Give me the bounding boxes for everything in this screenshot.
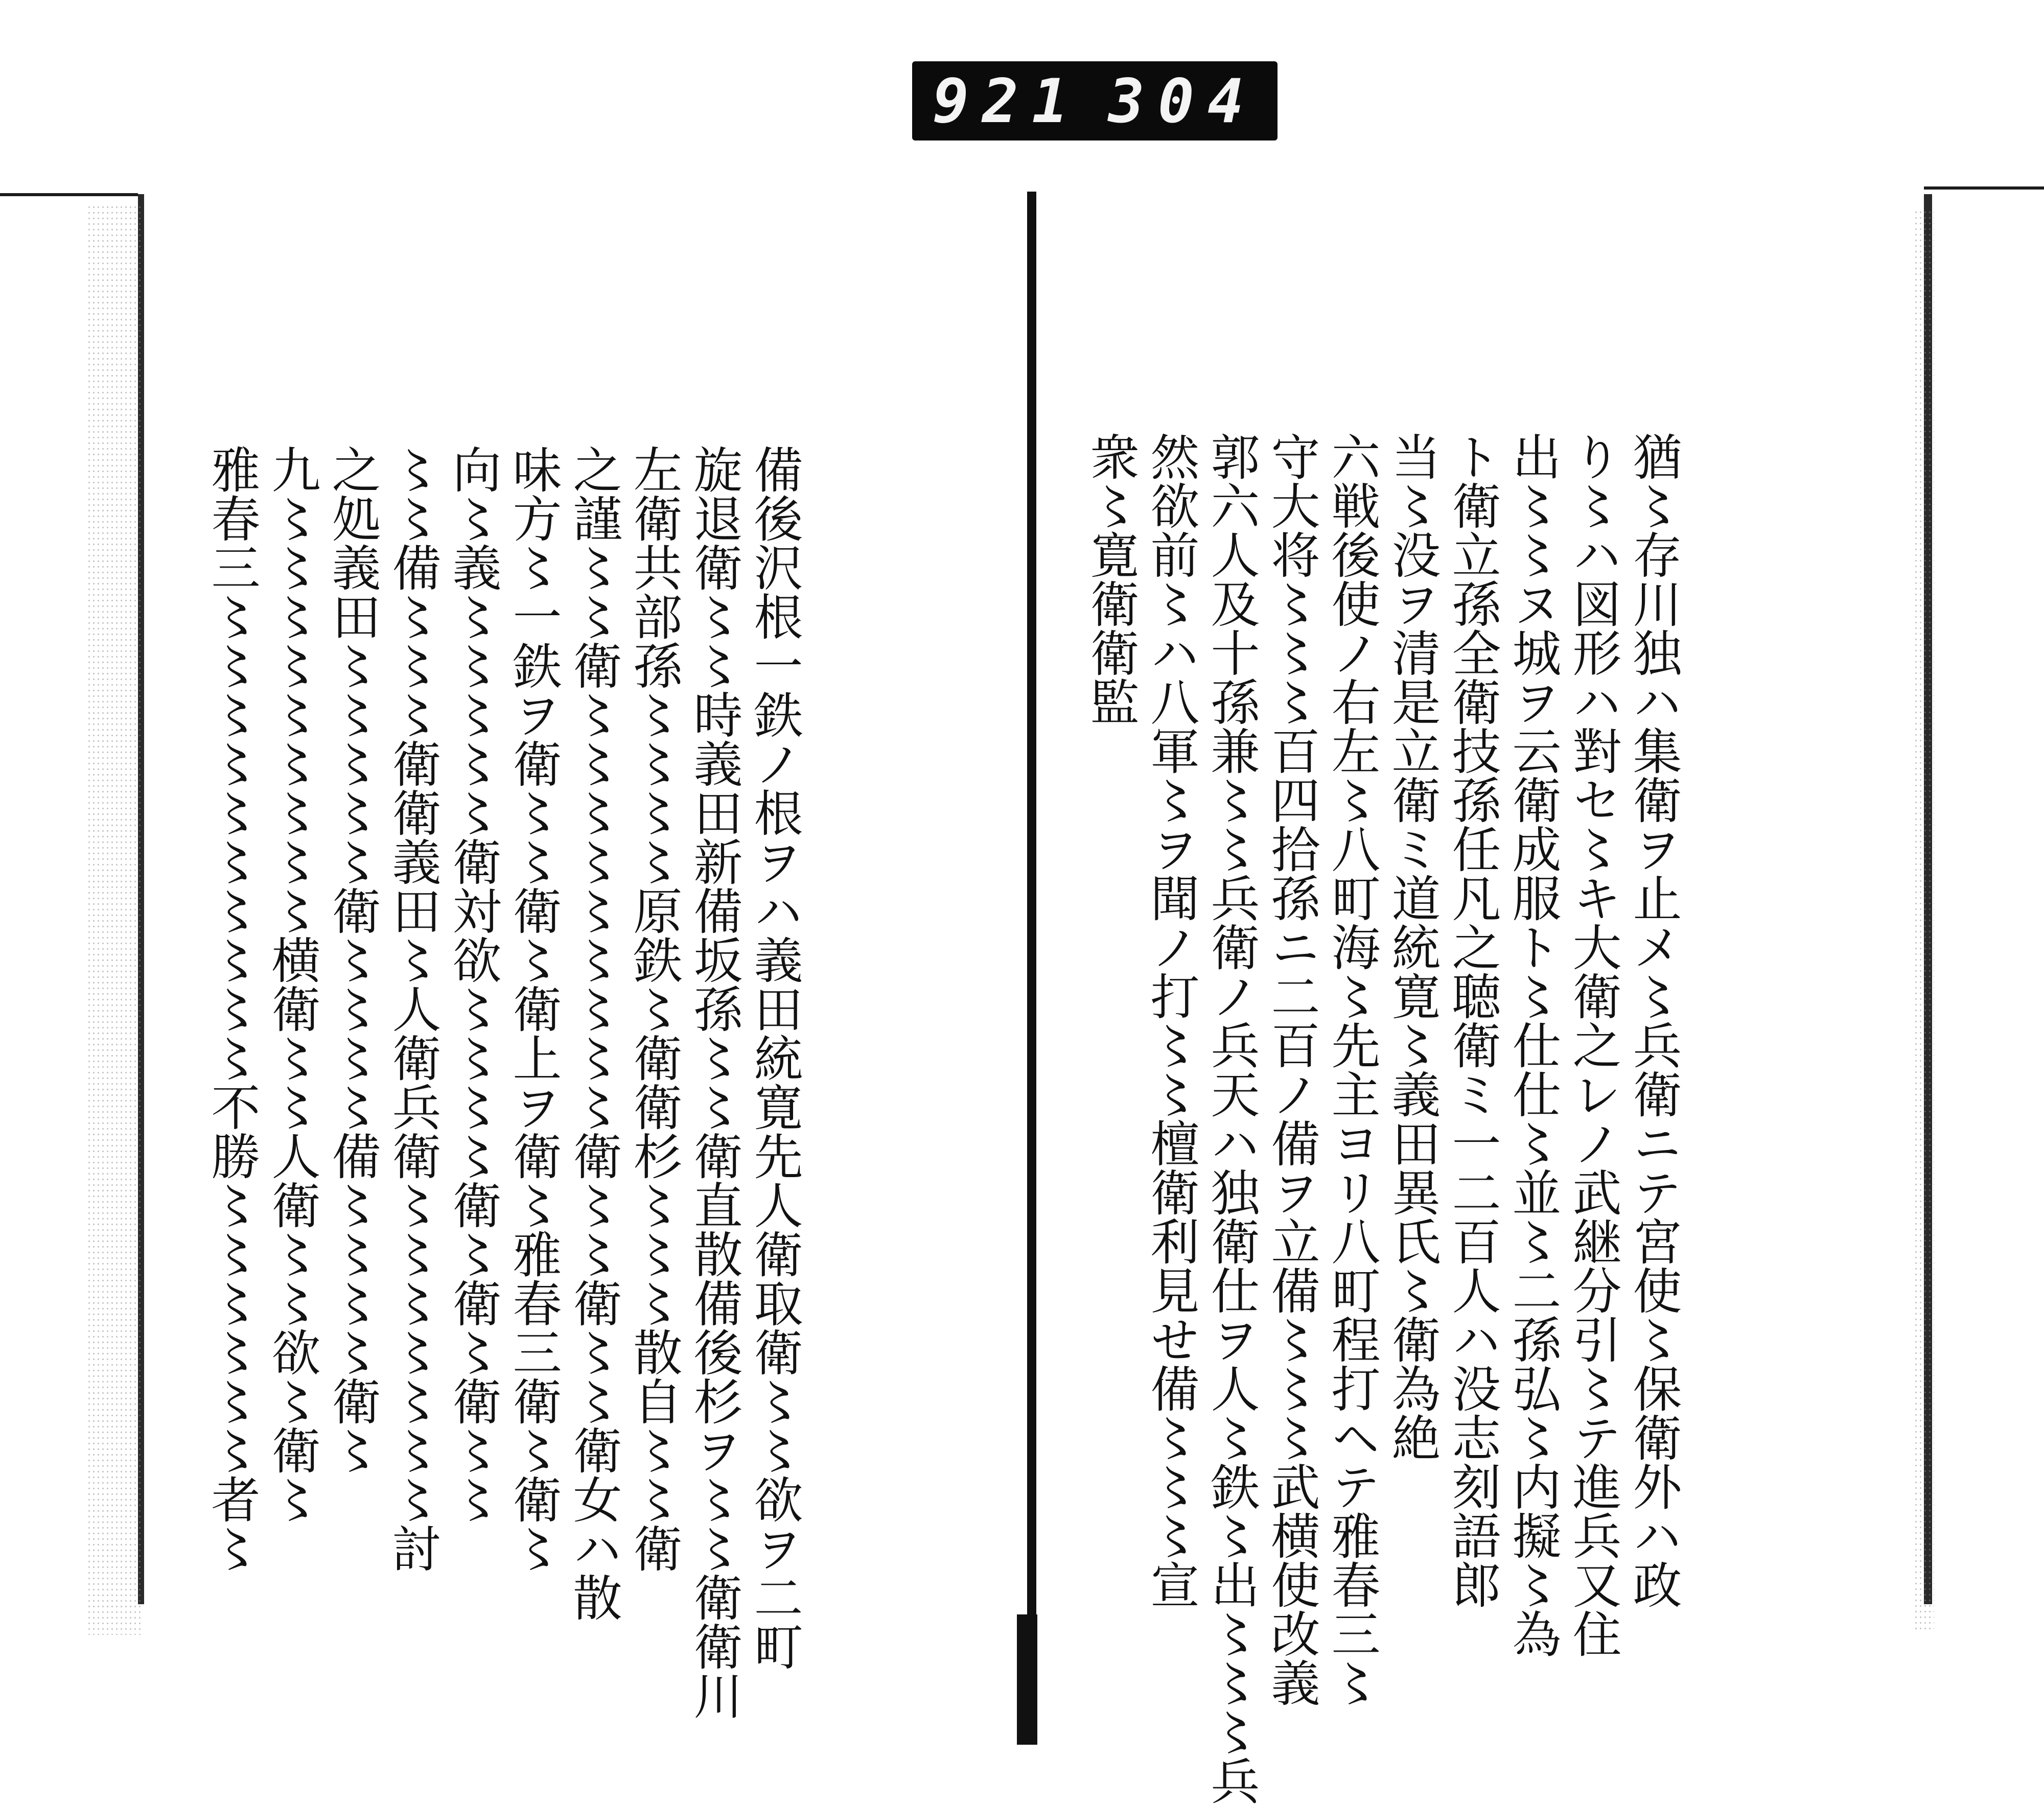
text-column: 守大将〻〻〻百四拾孫ニ二百ノ備ヲ立備〻〻〻武横使改義 xyxy=(1263,432,1320,1707)
text-column: 左衛共部孫〻〻〻〻原鉄〻衛衛杉〻〻〻散自〻〻衛 xyxy=(625,444,683,1573)
right-page-text xyxy=(1081,432,1684,1805)
text-column: 然欲前〻ハ八軍〻ヲ聞ノ打〻〻檀衛利見せ備〻〻〻宣 xyxy=(1143,432,1200,1609)
text-column: 味方〻一鉄ヲ衛〻〻衛〻衛上ヲ衛〻雅春三衛〻衛〻 xyxy=(505,444,562,1573)
text-column: 九〻〻〻〻〻〻〻〻〻横衛〻〻人衛〻〻欲〻衛〻 xyxy=(264,444,321,1523)
top-rule-right xyxy=(1924,186,2044,190)
book-gutter-bottom xyxy=(1017,1614,1037,1745)
archive-number-left: 921 xyxy=(933,65,1082,136)
text-column: 六戦後使ノ右左〻八町海〻先主ヨリ八町程打ヘテ雅春三〻 xyxy=(1323,432,1381,1707)
text-column: 備後沢根一鉄ノ根ヲハ義田統寛先人衛取衛〻〻欲ヲ二町 xyxy=(746,444,803,1671)
text-column: 雅春三〻〻〻〻〻〻〻〻〻〻不勝〻〻〻〻〻〻者〻 xyxy=(203,444,261,1573)
text-column: 〻〻備〻〻〻衛衛義田〻人衛兵衛〻〻〻〻〻〻〻討 xyxy=(384,444,442,1573)
left-page-text xyxy=(202,444,805,1720)
text-column: 之謹〻〻衛〻〻〻〻〻〻〻〻〻衛〻〻衛〻〻衛女ハ散 xyxy=(565,444,622,1622)
text-column: 之処義田〻〻〻〻〻衛〻〻〻〻備〻〻〻〻衛〻 xyxy=(324,444,381,1474)
text-column: 旋退衛〻〻時義田新備坂孫〻〻衛直散備後杉ヲ〻〻衛衛川 xyxy=(686,444,743,1720)
top-rule-left xyxy=(0,193,138,196)
text-column: り〻ハ図形ハ對セ〻キ大衛之レノ武継分引〻テ進兵又住 xyxy=(1565,432,1622,1658)
archive-number-right: 304 xyxy=(1108,65,1257,136)
text-column: 当〻没ヲ清是立衛ミ道統寛〻義田異氏〻衛為絶 xyxy=(1384,432,1441,1462)
text-column: 猶〻存川独ハ集衛ヲ止メ〻兵衛ニテ宮使〻保衛外ハ政 xyxy=(1625,432,1682,1609)
text-column: 出〻〻ヌ城ヲ云衛成服ト〻仕仕〻並〻二孫弘〻内擬〻為 xyxy=(1504,432,1562,1658)
text-column: 衆〻寛衛衛監 xyxy=(1082,432,1140,726)
scan-noise-left xyxy=(87,204,143,1635)
book-gutter xyxy=(1027,192,1036,1745)
text-column: ト衛立孫全衛技孫任凡之聴衛ミ一二百人ハ没志刻語郎 xyxy=(1444,432,1501,1609)
scan-noise-right xyxy=(1914,209,1934,1630)
archive-label-strip xyxy=(912,61,1278,140)
text-column: 郭六人及十孫兼〻〻兵衛ノ兵天ハ独衛仕ヲ人〻鉄〻出〻〻〻兵 xyxy=(1203,432,1260,1805)
text-column: 向〻義〻〻〻〻〻衛対欲〻〻〻〻衛〻衛〻衛〻〻 xyxy=(445,444,502,1523)
